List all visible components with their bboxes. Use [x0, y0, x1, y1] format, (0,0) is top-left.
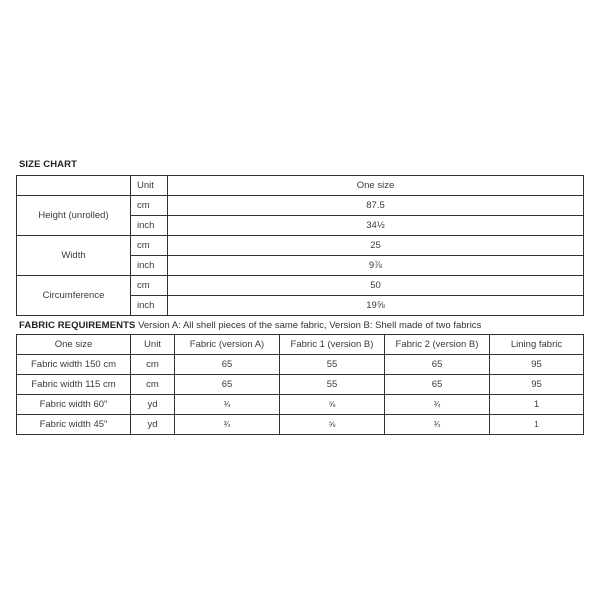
table-cell: yd: [131, 395, 175, 415]
value-cell: 9⅞: [168, 256, 584, 276]
table-cell: 65: [175, 375, 280, 395]
table-cell: cm: [131, 355, 175, 375]
row-label: Circumference: [17, 276, 131, 316]
row-label: Width: [17, 236, 131, 276]
table-header-cell: [17, 176, 131, 196]
table-cell: ⅝: [280, 395, 385, 415]
table-header-cell: Unit: [131, 176, 168, 196]
table-row: [17, 415, 584, 435]
table-cell: Fabric width 45": [17, 415, 131, 435]
value-cell: 50: [168, 276, 584, 296]
table-header-cell: Lining fabric: [490, 335, 584, 355]
unit-cell: inch: [131, 256, 168, 276]
table-cell: yd: [131, 415, 175, 435]
fabric-requirements-heading: FABRIC REQUIREMENTS: [19, 320, 136, 331]
table-cell: Fabric width 115 cm: [17, 375, 131, 395]
table-cell: ⅝: [280, 415, 385, 435]
size-chart-title: SIZE CHART: [19, 159, 77, 170]
table-cell: ¾: [175, 415, 280, 435]
table-cell: 65: [175, 355, 280, 375]
table-cell: 65: [385, 375, 490, 395]
table-header-cell: Fabric 1 (version B): [280, 335, 385, 355]
fabric-requirements-title: [19, 320, 481, 331]
table-row: [17, 276, 584, 296]
table-cell: cm: [131, 375, 175, 395]
table-header-cell: Fabric (version A): [175, 335, 280, 355]
value-cell: 87.5: [168, 196, 584, 216]
table-cell: Fabric width 60": [17, 395, 131, 415]
fabric-requirements-description: Version A: All shell pieces of the same fabric, Version B: Shell made of two fabrics: [138, 320, 482, 331]
table-cell: 55: [280, 355, 385, 375]
unit-cell: cm: [131, 196, 168, 216]
fabric-requirements-table: [16, 334, 584, 435]
table-cell: 95: [490, 355, 584, 375]
value-cell: 19⅝: [168, 296, 584, 316]
row-label: Height (unrolled): [17, 196, 131, 236]
table-cell: ¾: [385, 395, 490, 415]
table-header-row: [17, 335, 584, 355]
table-cell: 55: [280, 375, 385, 395]
table-cell: 65: [385, 355, 490, 375]
size-chart-table: [16, 175, 584, 316]
table-row: [17, 375, 584, 395]
unit-cell: cm: [131, 236, 168, 256]
unit-cell: inch: [131, 296, 168, 316]
table-row: [17, 355, 584, 375]
value-cell: 25: [168, 236, 584, 256]
table-row: [17, 395, 584, 415]
table-header-cell: One size: [17, 335, 131, 355]
table-cell: ¾: [385, 415, 490, 435]
table-row: [17, 236, 584, 256]
table-row: [17, 196, 584, 216]
table-cell: 1: [490, 395, 584, 415]
table-cell: Fabric width 150 cm: [17, 355, 131, 375]
unit-cell: cm: [131, 276, 168, 296]
table-header-cell: Fabric 2 (version B): [385, 335, 490, 355]
unit-cell: inch: [131, 216, 168, 236]
table-cell: 1: [490, 415, 584, 435]
value-cell: 34½: [168, 216, 584, 236]
table-cell: 95: [490, 375, 584, 395]
table-header-row: [17, 176, 584, 196]
table-header-cell: One size: [168, 176, 584, 196]
table-header-cell: Unit: [131, 335, 175, 355]
table-cell: ¾: [175, 395, 280, 415]
